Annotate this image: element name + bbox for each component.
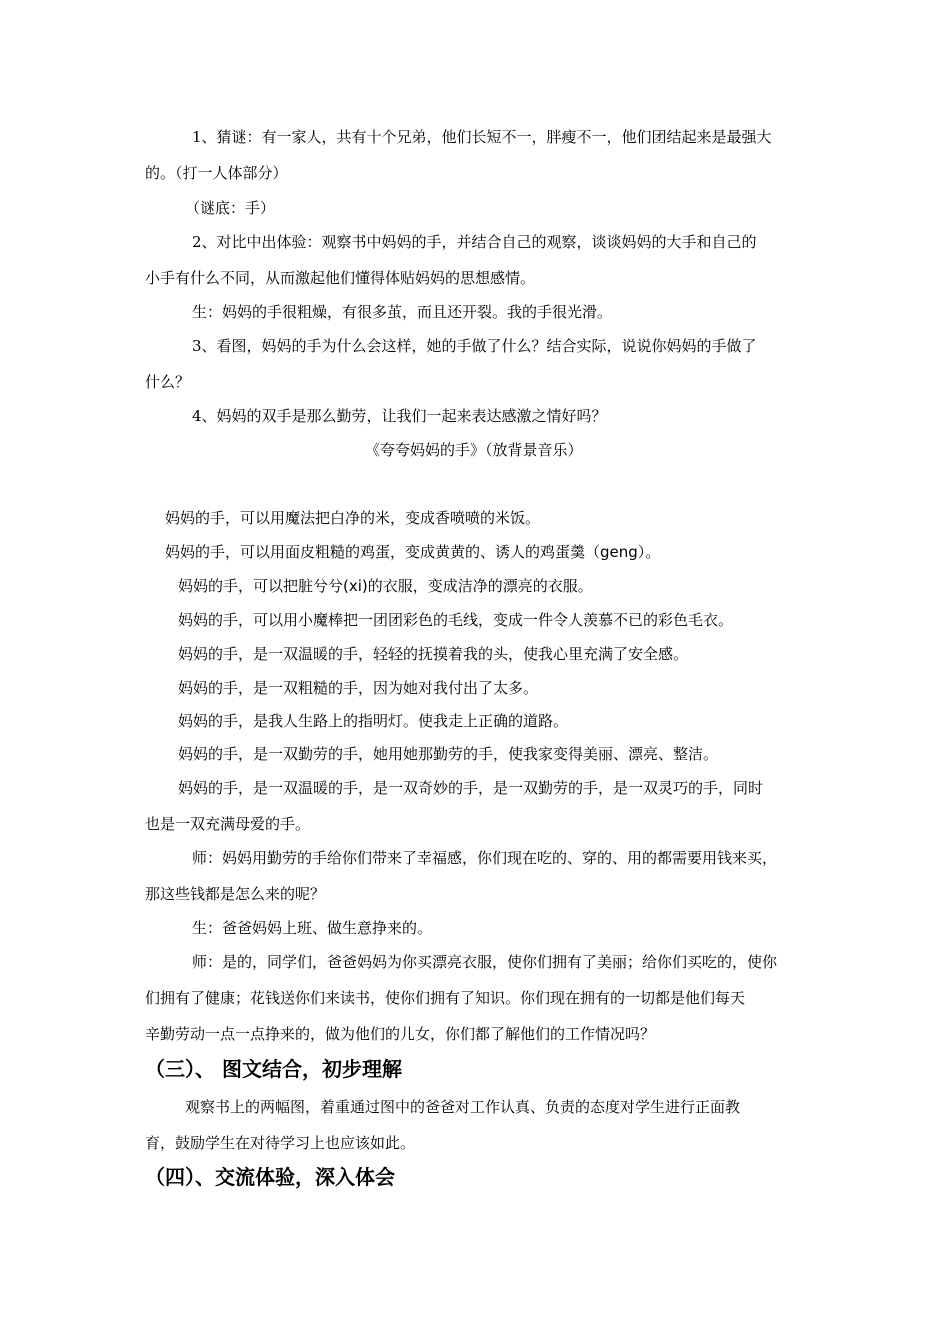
student-answer-1: 生：妈妈的手很粗燥，有很多茧，而且还开裂。我的手很光滑。 xyxy=(192,303,613,321)
poem-line: 妈妈的手，可以用魔法把白净的米，变成香喷喷的米饭。 xyxy=(165,509,541,527)
poem-line: 妈妈的手，是一双粗糙的手，因为她对我付出了太多。 xyxy=(178,679,539,697)
poem-line: 妈妈的手，可以用面皮粗糙的鸡蛋，变成黄黄的、诱人的鸡蛋羹（geng）。 xyxy=(165,543,661,561)
teacher-question-line1: 师：妈妈用勤劳的手给你们带来了幸福感，你们现在吃的、穿的、用的都需要用钱来买， xyxy=(192,849,778,867)
paragraph-compare-line2: 小手有什么不同，从而激起他们懂得体贴妈妈的思想感情。 xyxy=(145,269,536,287)
teacher-reply-line3: 辛勤劳动一点一点挣来的，做为他们的儿女，你们都了解他们的工作情况吗？ xyxy=(145,1025,656,1043)
paragraph-thanks: 4、妈妈的双手是那么勤劳，让我们一起来表达感激之情好吗？ xyxy=(192,407,607,425)
section-3-line2: 育，鼓励学生在对待学习上也应该如此。 xyxy=(145,1134,416,1152)
poem-summary-line2: 也是一双充满母爱的手。 xyxy=(145,815,311,833)
section-3-line1: 观察书上的两幅图，着重通过图中的爸爸对工作认真、负责的态度对学生进行正面教 xyxy=(185,1098,741,1116)
paragraph-riddle-line1: 1、猜谜：有一家人，共有十个兄弟，他们长短不一，胖瘦不一，他们团结起来是最强大 xyxy=(192,128,772,146)
riddle-answer: （谜底：手） xyxy=(185,199,276,217)
poem-title: 《夸夸妈妈的手》（放背景音乐） xyxy=(365,441,583,459)
student-answer-2: 生：爸爸妈妈上班、做生意挣来的。 xyxy=(192,919,433,937)
teacher-reply-line1: 师：是的，同学们，爸爸妈妈为你买漂亮衣服，使你们拥有了美丽；给你们买吃的，使你 xyxy=(192,953,778,971)
section-heading-4: （四）、交流体验，深入体会 xyxy=(145,1165,395,1189)
teacher-reply-line2: 们拥有了健康；花钱送你们来读书，使你们拥有了知识。你们现在拥有的一切都是他们每天 xyxy=(145,989,746,1007)
section-heading-3: （三）、 图文结合，初步理解 xyxy=(145,1057,402,1081)
teacher-question-line2: 那这些钱都是怎么来的呢？ xyxy=(145,885,326,903)
poem-line: 妈妈的手，是我人生路上的指明灯。使我走上正确的道路。 xyxy=(178,712,569,730)
poem-line: 妈妈的手，可以把脏兮兮(xi)的衣服，变成洁净的漂亮的衣服。 xyxy=(178,577,593,595)
poem-line: 妈妈的手，可以用小魔棒把一团团彩色的毛线，变成一件令人羡慕不已的彩色毛衣。 xyxy=(178,611,734,629)
paragraph-riddle-line2: 的。（打一人体部分） xyxy=(145,164,288,182)
paragraph-picture-line2: 什么？ xyxy=(145,373,191,391)
paragraph-picture-line1: 3、看图，妈妈的手为什么会这样，她的手做了什么？结合实际，说说你妈妈的手做了 xyxy=(192,337,757,355)
poem-summary-line1: 妈妈的手，是一双温暖的手，是一双奇妙的手，是一双勤劳的手，是一双灵巧的手，同时 xyxy=(178,779,764,797)
poem-line: 妈妈的手，是一双温暖的手，轻轻的抚摸着我的头，使我心里充满了安全感。 xyxy=(178,645,689,663)
paragraph-compare-line1: 2、对比中出体验：观察书中妈妈的手，并结合自己的观察，谈谈妈妈的大手和自己的 xyxy=(192,233,757,251)
poem-line: 妈妈的手，是一双勤劳的手，她用她那勤劳的手，使我家变得美丽、漂亮、整洁。 xyxy=(178,745,719,763)
